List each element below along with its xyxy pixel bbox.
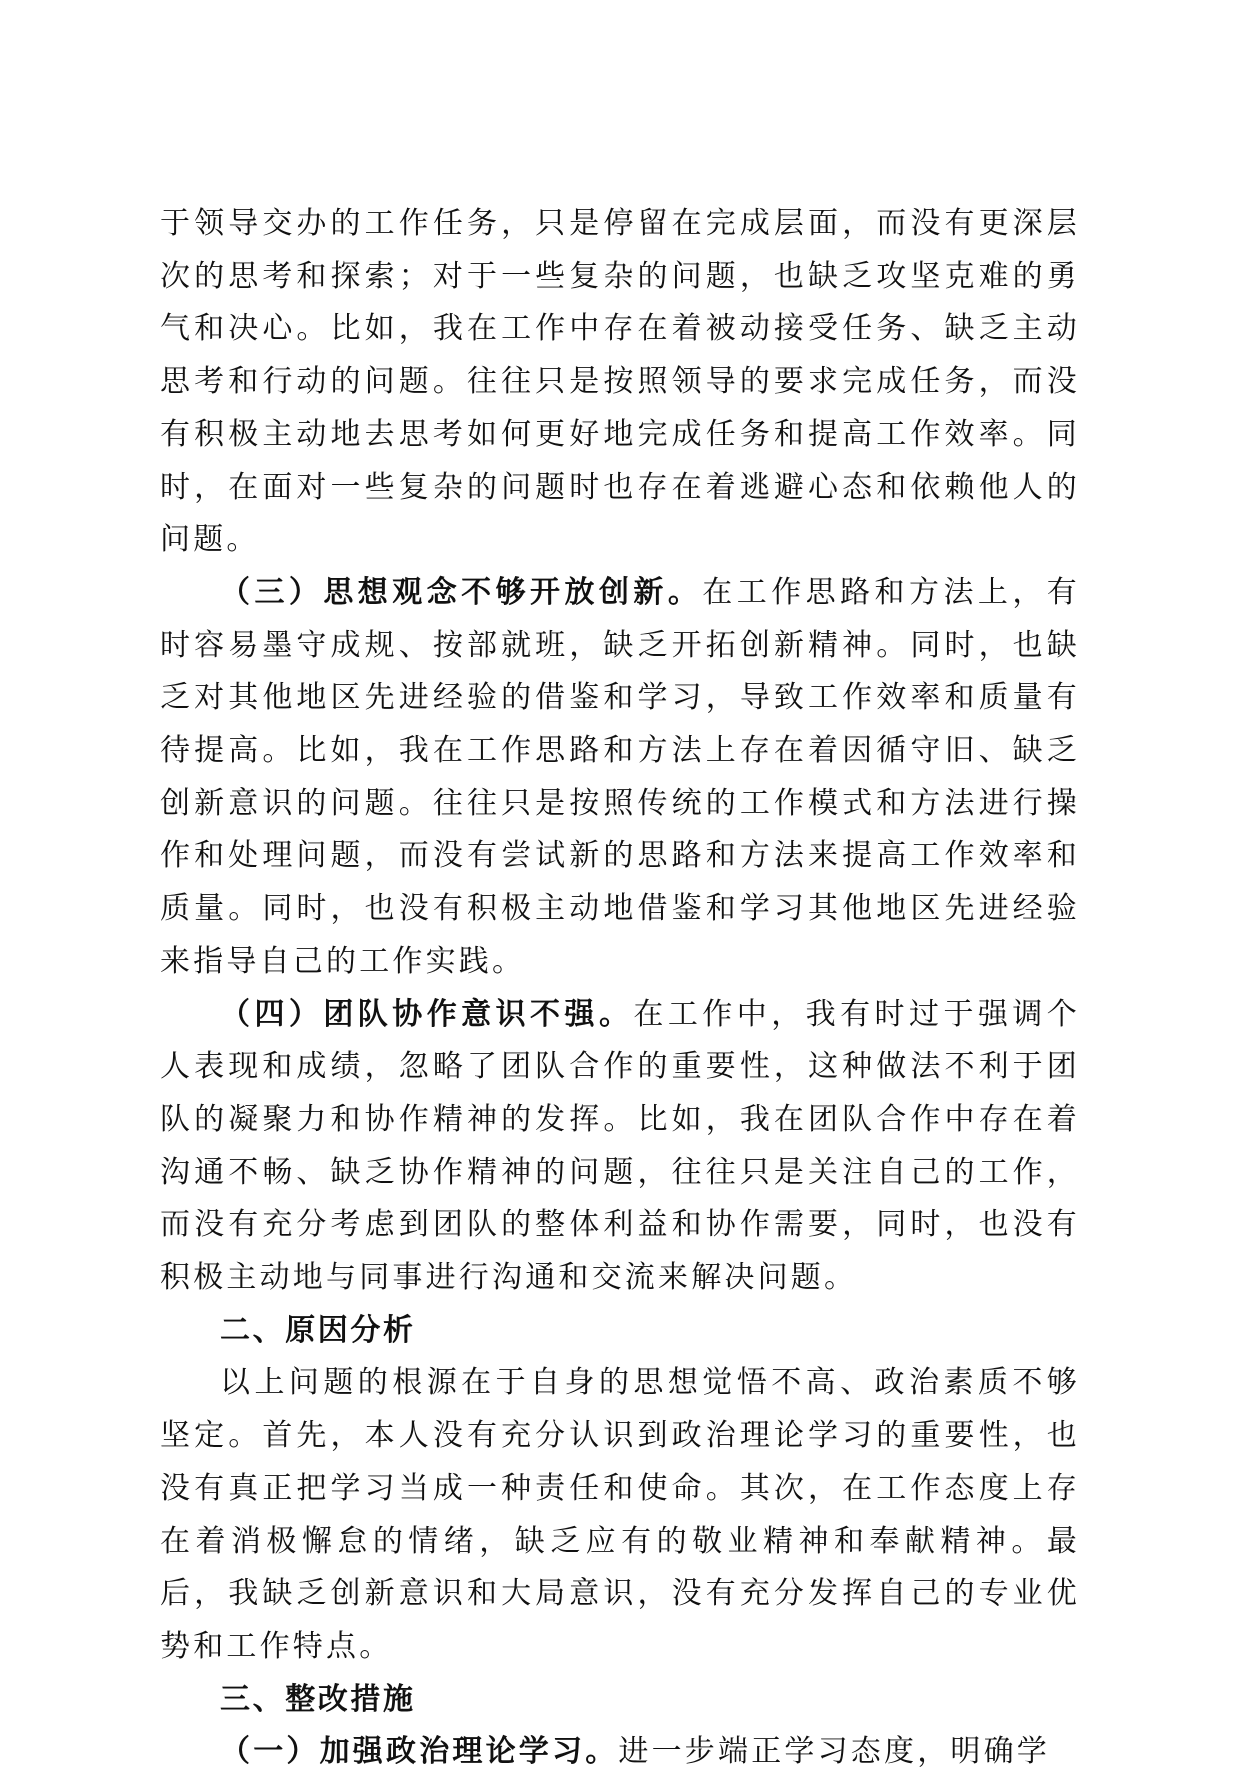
item-four-body: 在工作中，我有时过于强调个人表现和成绩，忽略了团队合作的重要性，这种做法不利于团队的凝聚力和协作精神的发挥。比如，我在团队合作中存在着沟通不畅、缺乏协作精神的问题，往往只是关注自己的工作，而没有充分考虑到团队的整体利益和协作需要，同时，也没有积极主动地与同事进行沟通和交流来解决问题。 (160, 996, 1080, 1296)
section-three-item-one-body: 进一步端正学习态度，明确学 (618, 1734, 1051, 1770)
item-three-lead: （三）思想观念不够开放创新。 (220, 574, 703, 610)
section-two-paragraph: 以上问题的根源在于自身的思想觉悟不高、政治素质不够坚定。首先，本人没有充分认识到政治理论学习的重要性，也没有真正把学习当成一种责任和使命。其次，在工作态度上存在着消极懈怠的情绪，缺乏应有的敬业精神和奉献精神。最后，我缺乏创新意识和大局意识，没有充分发挥自己的专业优势和工作特点。 (160, 1365, 1080, 1664)
item-three-body: 在工作思路和方法上，有时容易墨守成规、按部就班，缺乏开拓创新精神。同时，也缺乏对其他地区先进经验的借鉴和学习，导致工作效率和质量有待提高。比如，我在工作思路和方法上存在着因循守旧、缺乏创新意识的问题。往往只是按照传统的工作模式和方法进行操作和处理问题，而没有尝试新的思路和方法来提高工作效率和质量。同时，也没有积极主动地借鉴和学习其他地区先进经验来指导自己的工作实践。 (160, 574, 1080, 979)
section-three-heading: 三、整改措施 (220, 1681, 416, 1717)
section-two-heading: 二、原因分析 (220, 1312, 416, 1348)
item-three-paragraph (160, 567, 1080, 989)
intro-paragraph: 于领导交办的工作任务，只是停留在完成层面，而没有更深层次的思考和探索；对于一些复杂的问题，也缺乏攻坚克难的勇气和决心。比如，我在工作中存在着被动接受任务、缺乏主动思考和行动的问题。往往只是按照领导的要求完成任务，而没有积极主动地去思考如何更好地完成任务和提高工作效率。同时，在面对一些复杂的问题时也存在着逃避心态和依赖他人的问题。 (160, 206, 1080, 558)
document-body (160, 198, 1080, 1779)
section-three-item-one-lead: （一）加强政治理论学习。 (220, 1734, 619, 1770)
section-three-item-one-paragraph (160, 1726, 1080, 1779)
item-four-paragraph (160, 989, 1080, 1305)
item-four-lead: （四）团队协作意识不强。 (220, 996, 634, 1032)
